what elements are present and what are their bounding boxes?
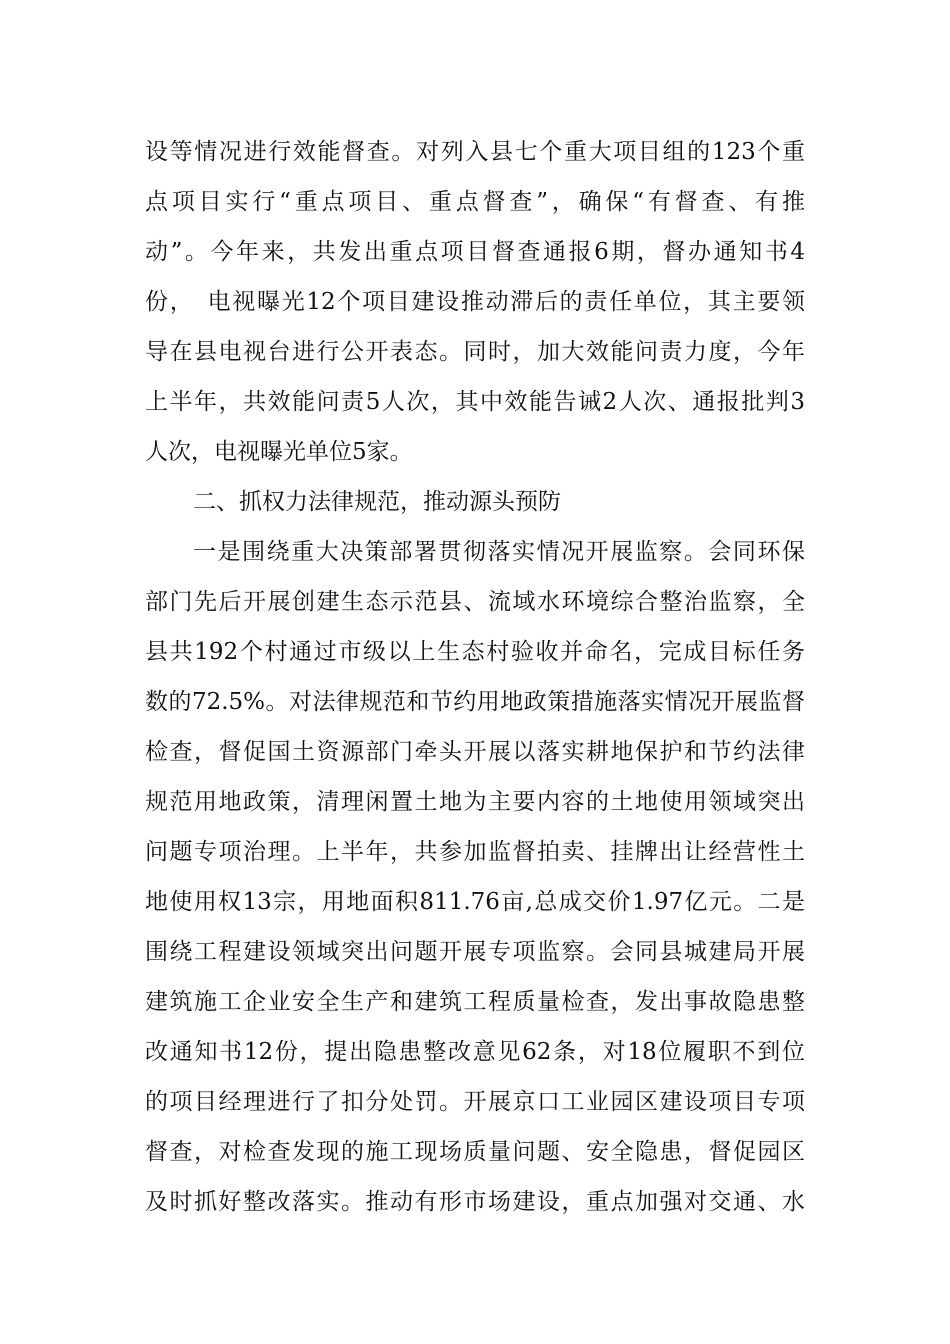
text-line: 及时抓好整改落实。推动有形市场建设，重点加强对交通、水: [145, 1189, 805, 1215]
text-line: 人次，电视曝光单位5家。: [145, 439, 413, 465]
text-line: 地使用权13宗，用地面积811.76亩,总成交价1.97亿元。二是: [145, 889, 805, 915]
text-line: 检查，督促国土资源部门牵头开展以落实耕地保护和节约法律: [145, 739, 805, 765]
text-line: 上半年，共效能问责5人次，其中效能告诫2人次、通报批判3: [145, 389, 805, 415]
text-line: 设等情况进行效能督查。对列入县七个重大项目组的123个重: [145, 139, 805, 165]
text-line: 建筑施工企业安全生产和建筑工程质量检查，发出事故隐患整: [145, 989, 805, 1015]
text-line: 问题专项治理。上半年，共参加监督拍卖、挂牌出让经营性土: [145, 839, 805, 865]
text-line: 动”。今年来，共发出重点项目督查通报6期，督办通知书4: [145, 239, 805, 265]
text-line: 数的72.5%。对法律规范和节约用地政策措施落实情况开展监督: [145, 689, 805, 715]
text-line: 围绕工程建设领域突出问题开展专项监察。会同县城建局开展: [145, 939, 805, 965]
text-line: 督查，对检查发现的施工现场质量问题、安全隐患，督促园区: [145, 1139, 805, 1165]
text-line: 规范用地政策，清理闲置土地为主要内容的土地使用领域突出: [145, 789, 805, 815]
text-line: 一是围绕重大决策部署贯彻落实情况开展监察。会同环保: [193, 539, 805, 565]
section-heading: 二、抓权力法律规范，推动源头预防: [193, 489, 561, 515]
text-line: 的项目经理进行了扣分处罚。开展京口工业园区建设项目专项: [145, 1089, 805, 1115]
text-line: 份， 电视曝光12个项目建设推动滞后的责任单位，其主要领: [145, 289, 805, 315]
text-line: 改通知书12份，提出隐患整改意见62条，对18位履职不到位: [145, 1039, 805, 1065]
text-line: 导在县电视台进行公开表态。同时，加大效能问责力度，今年: [145, 339, 805, 365]
text-line: 部门先后开展创建生态示范县、流域水环境综合整治监察，全: [145, 589, 805, 615]
text-line: 点项目实行“重点项目、重点督查”，确保“有督查、有推: [145, 189, 805, 215]
text-line: 县共192个村通过市级以上生态村验收并命名，完成目标任务: [145, 639, 805, 665]
